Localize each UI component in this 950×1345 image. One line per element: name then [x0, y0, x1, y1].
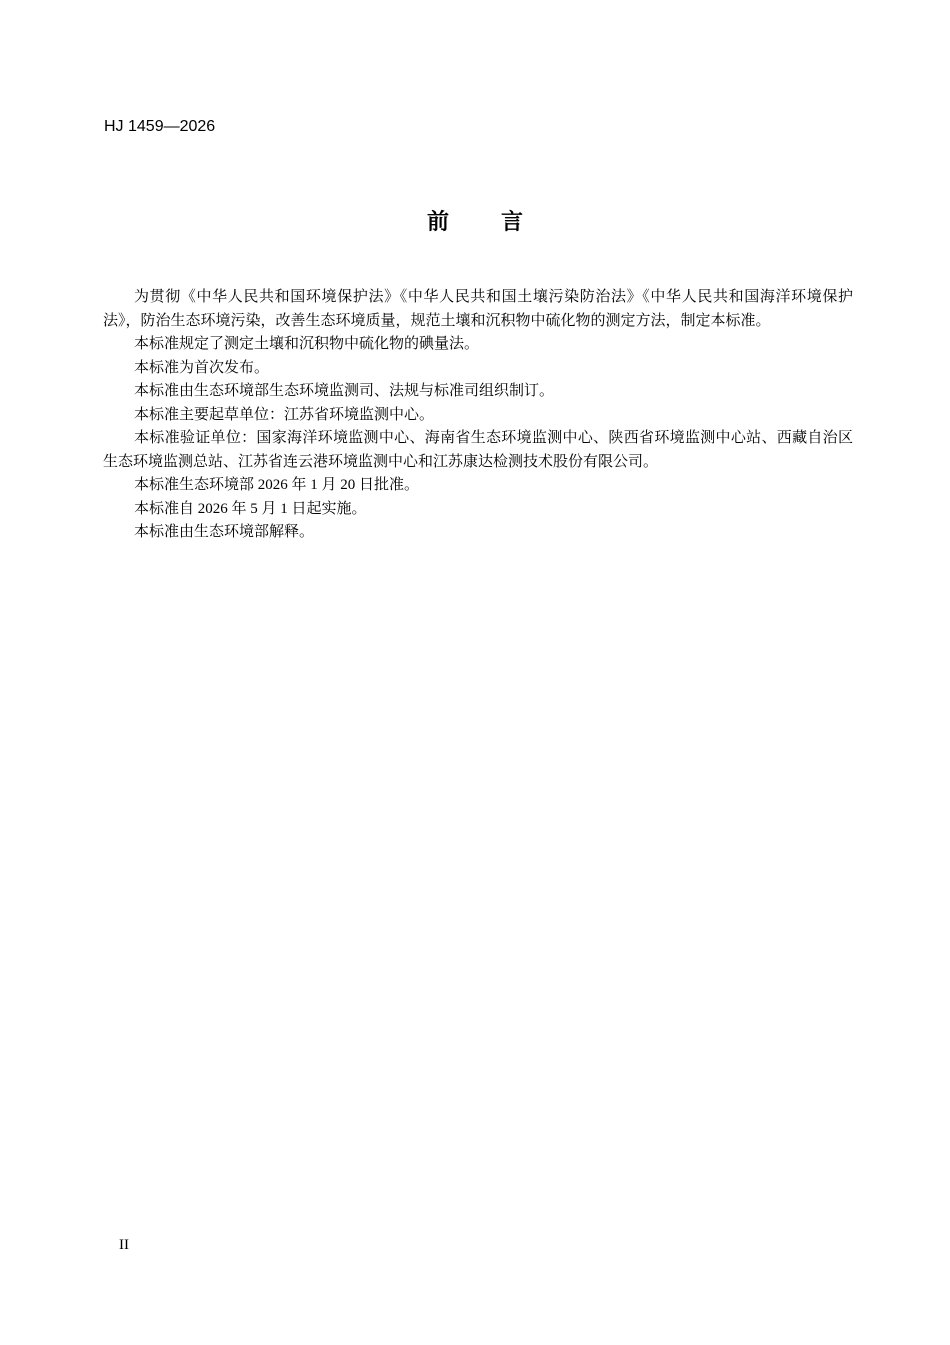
paragraph-drafting-unit: 本标准主要起草单位：江苏省环境监测中心。 — [134, 406, 435, 423]
paragraph-verification-units: 本标准验证单位：国家海洋环境监测中心、海南省生态环境监测中心、陕西省环境监测中心站、西藏自治区生态环境监测总站、江苏省连云港环境监测中心和江苏康达检测技术股份有限公司。 — [103, 430, 853, 470]
paragraph-purpose: 为贯彻《中华人民共和国环境保护法》《中华人民共和国土壤污染防治法》《中华人民共和国海洋环境保护法》，防治生态环境污染，改善生态环境质量，规范土壤和沉积物中硫化物的测定方法，制定本标准。 — [103, 289, 853, 329]
page-number: II — [119, 1237, 129, 1253]
page-title: 前言 — [426, 210, 575, 235]
standard-code: HJ 1459—2026 — [104, 118, 216, 135]
paragraph-first-release: 本标准为首次发布。 — [134, 359, 270, 376]
paragraph-approval-date: 本标准生态环境部 2026 年 1 月 20 日批准。 — [134, 477, 420, 493]
paragraph-scope: 本标准规定了测定土壤和沉积物中硫化物的碘量法。 — [134, 336, 480, 352]
paragraph-interpretation: 本标准由生态环境部解释。 — [134, 524, 315, 540]
paragraph-effective-date: 本标准自 2026 年 5 月 1 日起实施。 — [134, 500, 367, 517]
foreword-body — [103, 286, 853, 545]
paragraph-organizer: 本标准由生态环境部生态环境监测司、法规与标准司组织制订。 — [134, 383, 555, 399]
